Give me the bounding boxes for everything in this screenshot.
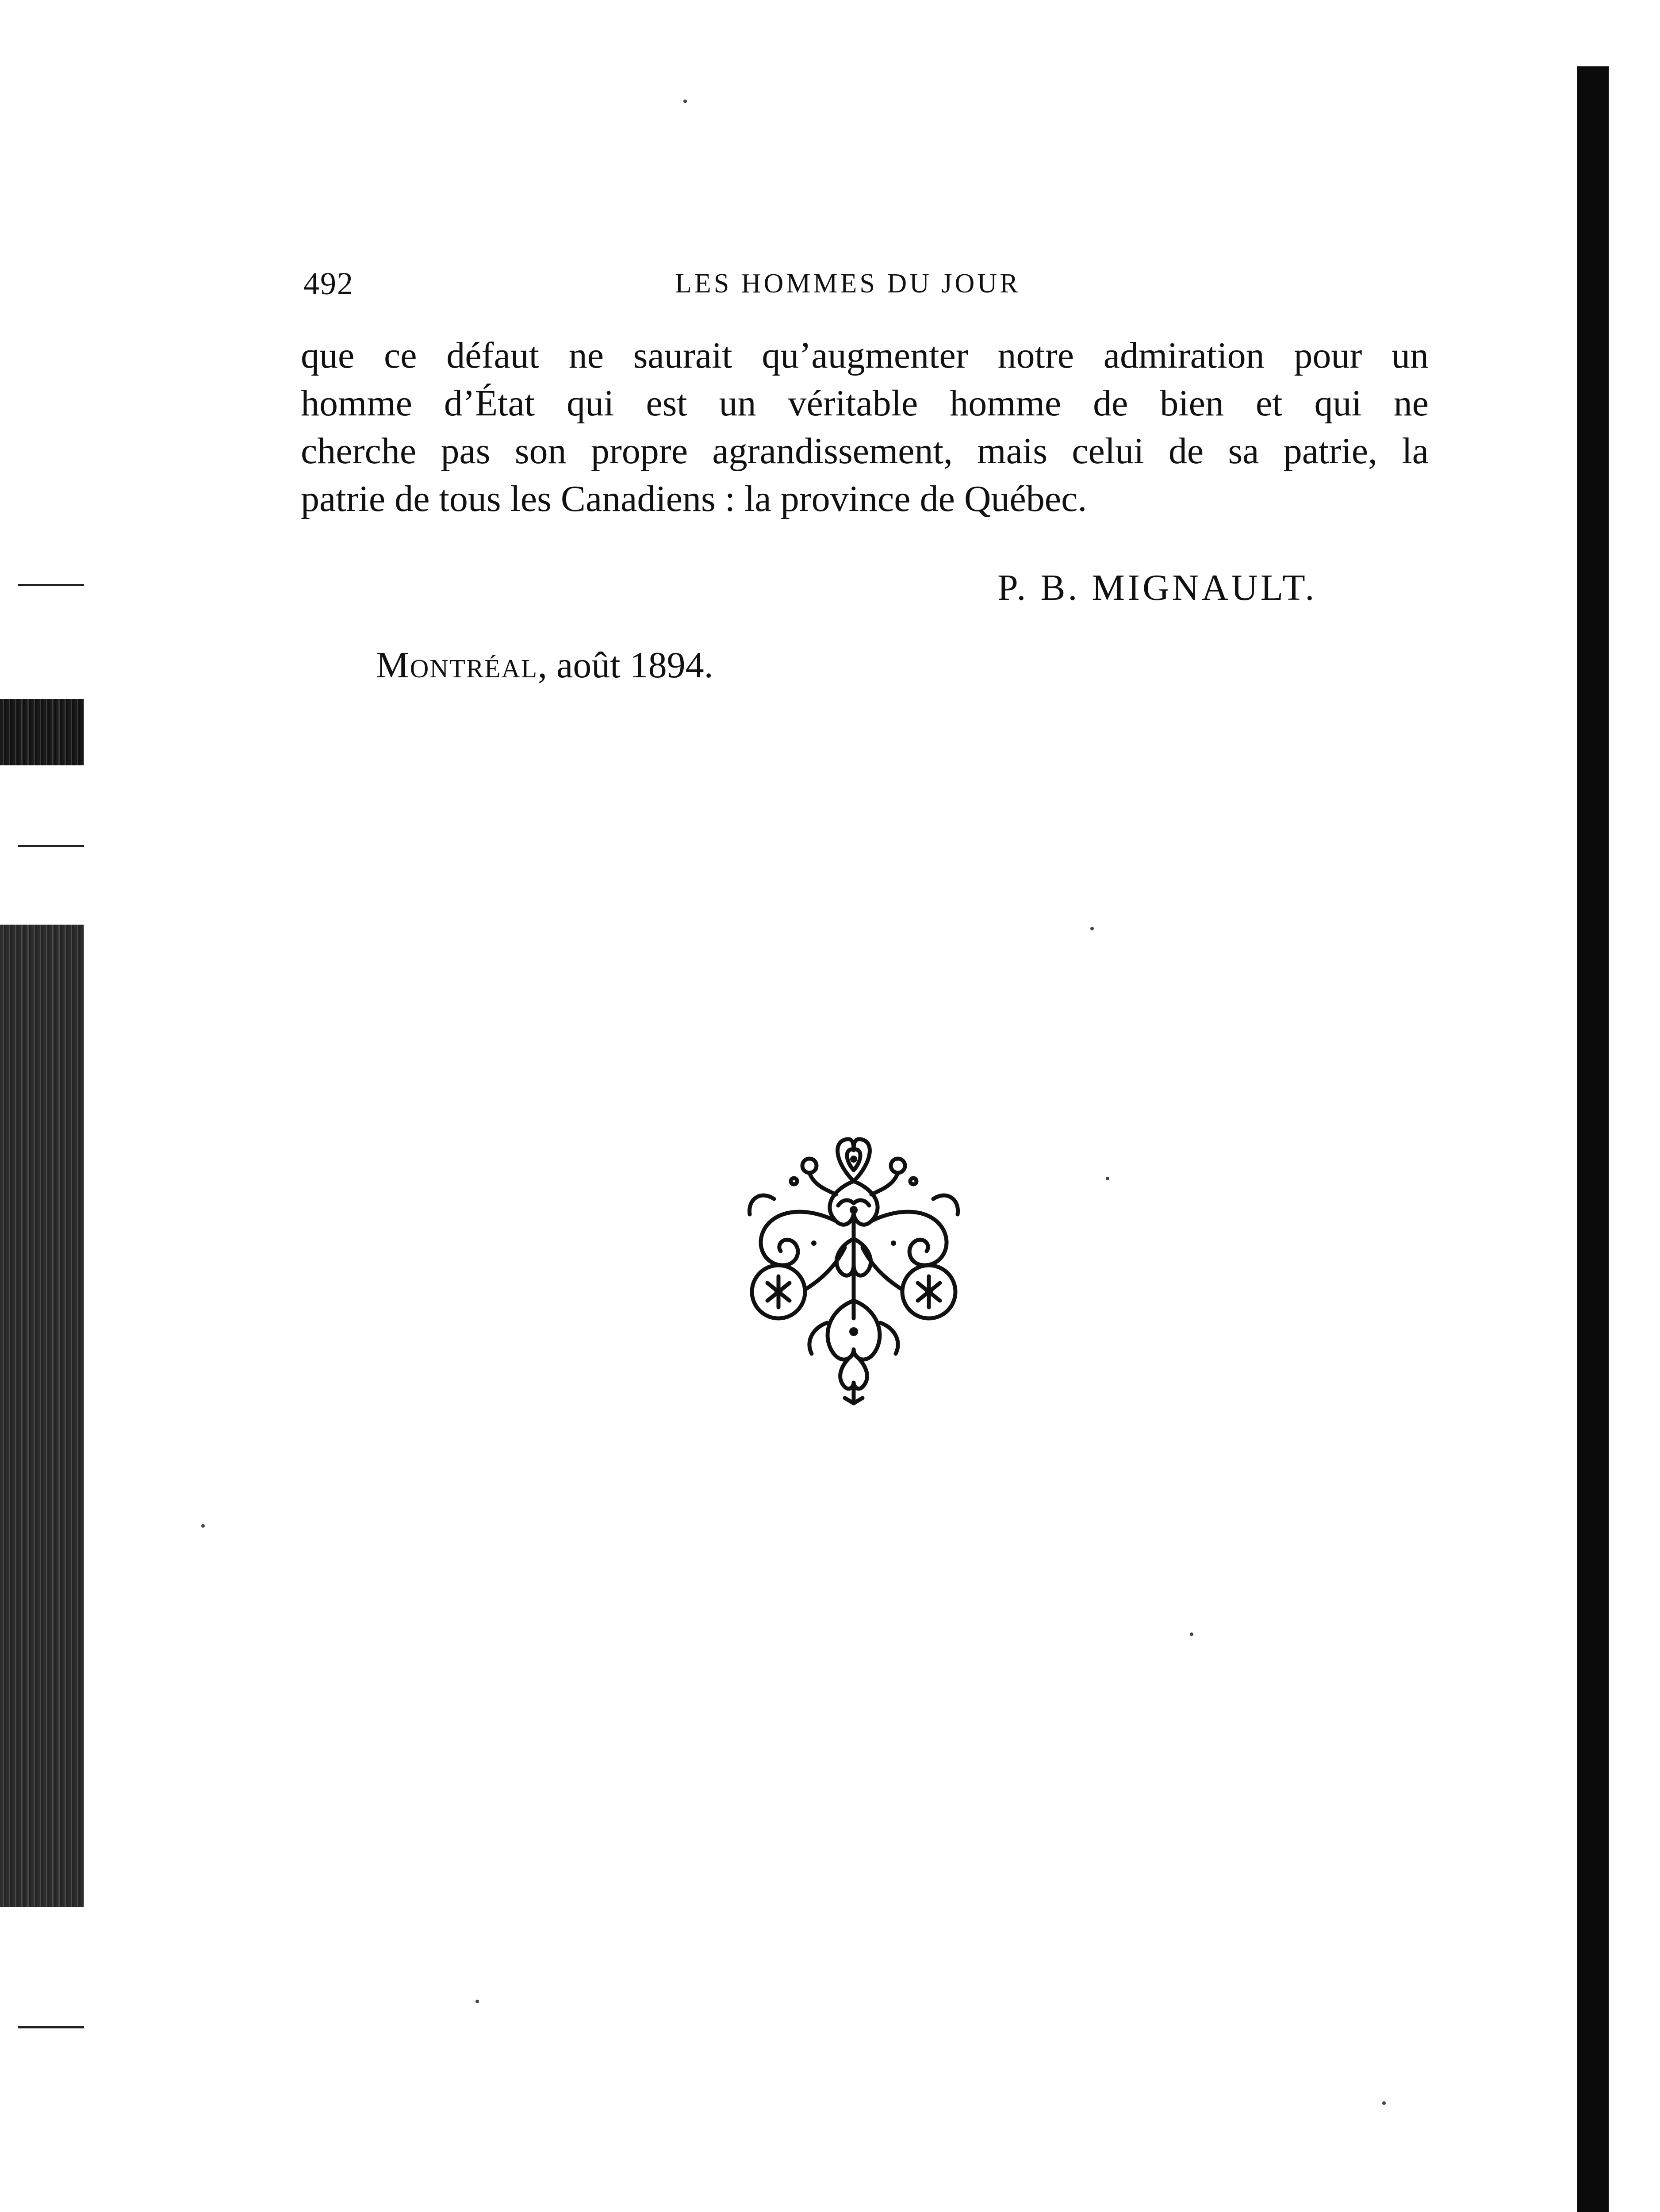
text-line: patrie de tous les Canadiens : la province de Québec. [301, 478, 1087, 519]
running-head [303, 265, 1498, 310]
scan-edge-strip-left-lower [0, 925, 84, 1907]
text-line: cherche pas son propre agrandissement, mais celui de sa patrie, la [301, 430, 1429, 472]
scan-edge-bar-right [1577, 66, 1609, 2212]
text-line: homme d’État qui est un véritable homme de bien et qui ne [301, 383, 1429, 424]
dateline-place: Montréal [376, 645, 538, 686]
scan-mark [18, 845, 84, 847]
text-line: que ce défaut ne saurait qu’augmenter notre admiration pour un [301, 335, 1429, 376]
scan-edge-strip-left-upper [0, 699, 84, 765]
floral-fleuron-icon [725, 1133, 982, 1407]
scan-speck [1090, 927, 1094, 930]
scan-speck [201, 1524, 205, 1528]
page-number: 492 [303, 266, 354, 301]
dateline [376, 644, 713, 687]
scan-speck [683, 100, 687, 103]
scan-speck [1190, 1632, 1193, 1636]
scan-mark [18, 2026, 84, 2028]
scan-speck [1382, 2101, 1386, 2105]
signature: P. B. MIGNAULT. [997, 567, 1317, 608]
scan-mark [18, 584, 84, 586]
scan-speck [475, 2000, 479, 2003]
running-title: LES HOMMES DU JOUR [675, 269, 1021, 299]
scan-speck [1106, 1177, 1109, 1180]
dateline-date: , août 1894. [537, 645, 713, 686]
body-paragraph [301, 332, 1429, 523]
